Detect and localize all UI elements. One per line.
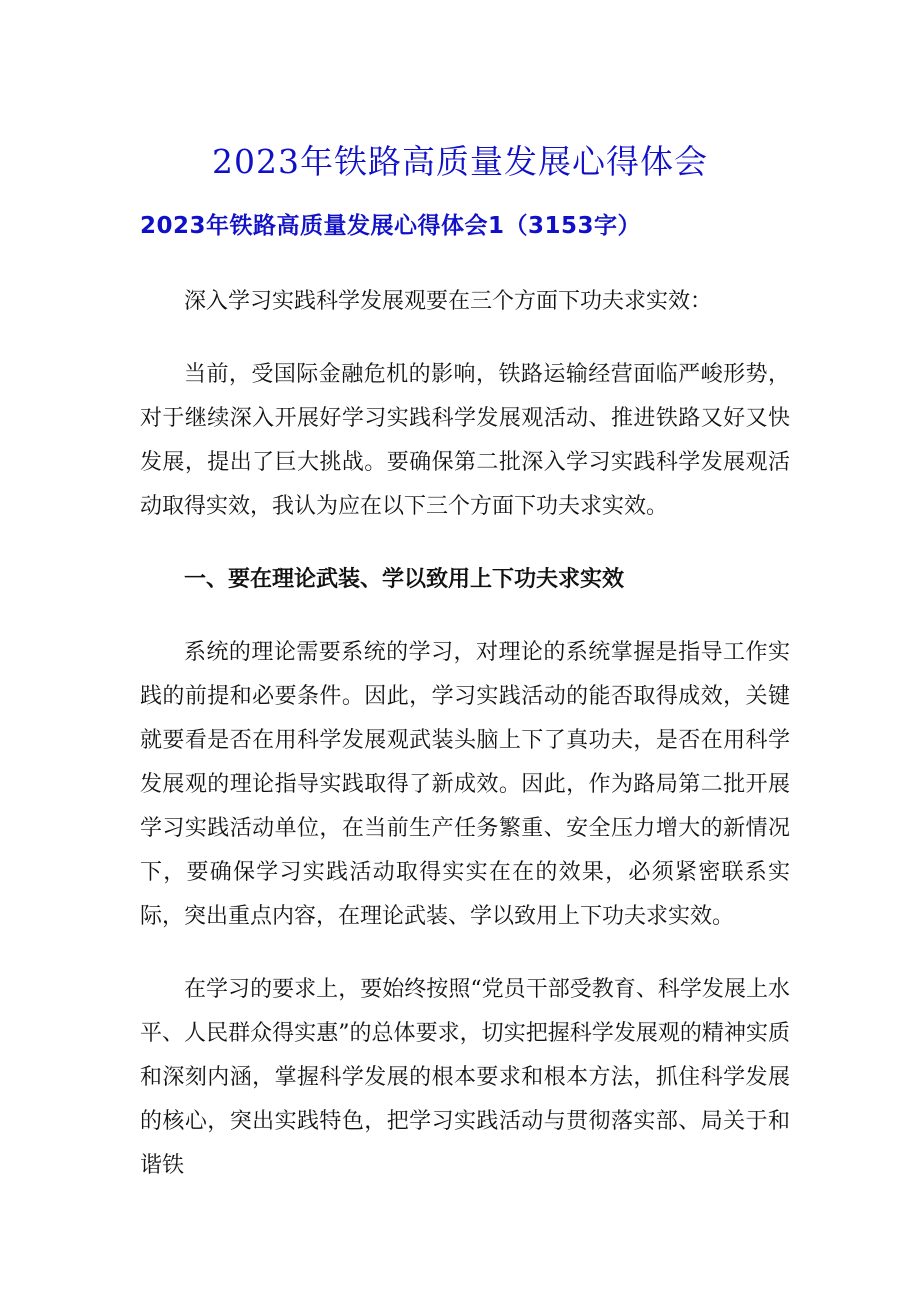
paragraph-context: 当前，受国际金融危机的影响，铁路运输经营面临严峻形势，对于继续深入开展好学习实践科学发展观活动、推进铁路又好又快发展，提出了巨大挑战。要确保第二批深入学习实践科学发展观活动取得实效，我认为应在以下三个方面下功夫求实效。 — [140, 362, 790, 519]
paragraph-theory: 系统的理论需要系统的学习，对理论的系统掌握是指导工作实践的前提和必要条件。因此，学习实践活动的能否取得成效，关键就要看是否在用科学发展观武装头脑上下了真功夫，是否在用科学发展观的理论指导实践取得了新成效。因此，作为路局第二批开展学习实践活动单位，在当前生产任务繁重、安全压力增大的新情况下，要确保学习实践活动取得实实在在的效果，必须紧密联系实际，突出重点内容，在理论武装、学以致用上下功夫求实效。 — [140, 640, 790, 929]
section-heading: 一、要在理论武装、学以致用上下功夫求实效 — [184, 567, 625, 592]
document-body — [140, 280, 790, 1217]
paragraph-requirements: 在学习的要求上，要始终按照“党员干部受教育、科学发展上水平、人民群众得实惠”的总体要求，切实把握科学发展观的精神实质和深刻内涵，掌握科学发展的根本要求和根本方法，抓住科学发展的核心，突出实践特色，把学习实践活动与贯彻落实部、局关于和谐铁 — [140, 977, 790, 1178]
document-title: 2023年铁路高质量发展心得体会 — [212, 142, 708, 181]
document-subtitle: 2023年铁路高质量发展心得体会1（3153字） — [140, 213, 642, 239]
paragraph-intro: 深入学习实践科学发展观要在三个方面下功夫求实效： — [184, 289, 713, 314]
